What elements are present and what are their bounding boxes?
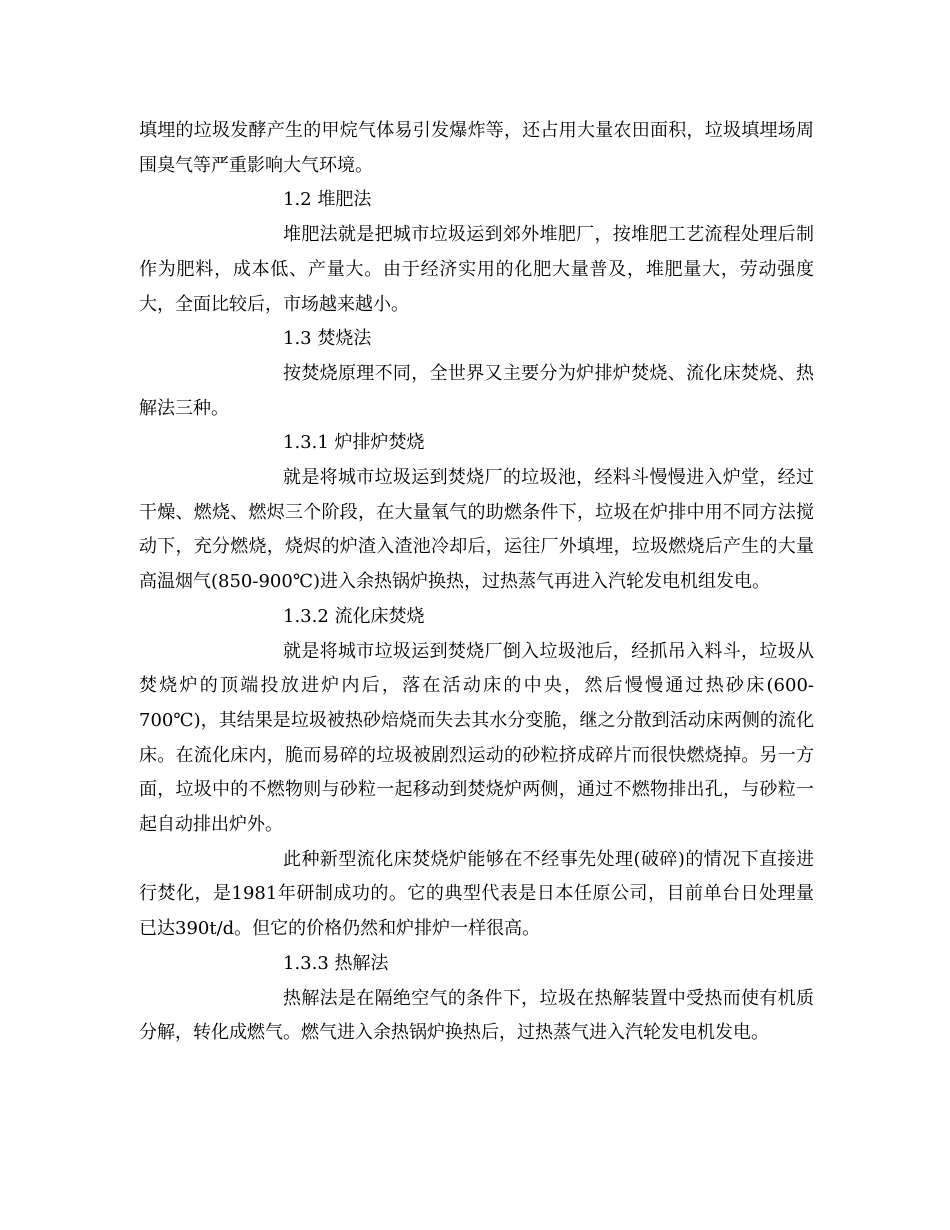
section-heading-1-3-3: 1.3.3 热解法: [283, 952, 389, 974]
paragraph-incineration-types: 按焚烧原理不同，全世界又主要分为炉排炉焚烧、流化床焚烧、热解法三种。: [139, 362, 814, 419]
paragraph-continuation: 填埋的垃圾发酵产生的甲烷气体易引发爆炸等，还占用大量农田面积，垃圾填埋场周围臭气等严重影响大气环境。: [139, 120, 814, 176]
paragraph-pyrolysis: 热解法是在隔绝空气的条件下，垃圾在热解装置中受热而使有机质分解，转化成燃气。燃气进入余热锅炉换热后，过热蒸气进入汽轮发电机发电。: [139, 987, 814, 1044]
paragraph-fluidized-bed-new: 此种新型流化床焚烧炉能够在不经事先处理(破碎)的情况下直接进行焚化，是1981年研制成功的。它的典型代表是日本任原公司，目前单台日处理量已达390t/d。但它的价格仍然和炉排炉一样很高。: [139, 848, 814, 940]
section-heading-1-3-2: 1.3.2 流化床焚烧: [283, 605, 425, 627]
paragraph-fluidized-bed: 就是将城市垃圾运到焚烧厂倒入垃圾池后，经抓吊入料斗，垃圾从焚烧炉的顶端投放进炉内后，落在活动床的中央，然后慢慢通过热砂床(600-700℃)，其结果是垃圾被热砂焙烧而失去其水分变脆，继之分散到活动床两侧的流化床。在流化床内，脆而易碎的垃圾被剧烈运动的砂粒挤成碎片而很快燃烧掉。另一方面，垃圾中的不燃物则与砂粒一起移动到焚烧炉两侧，通过不燃物排出孔，与砂粒一起自动排出炉外。: [139, 640, 814, 836]
paragraph-composting: 堆肥法就是把城市垃圾运到郊外堆肥厂，按堆肥工艺流程处理后制作为肥料，成本低、产量大。由于经济实用的化肥大量普及，堆肥量大，劳动强度大，全面比较后，市场越来越小。: [139, 224, 814, 315]
section-heading-1-2: 1.2 堆肥法: [283, 189, 372, 211]
document-page: [139, 114, 814, 1051]
section-heading-1-3: 1.3 焚烧法: [283, 328, 372, 350]
paragraph-grate-furnace: 就是将城市垃圾运到焚烧厂的垃圾池，经料斗慢慢进入炉堂，经过干燥、燃烧、燃烬三个阶段，在大量氧气的助燃条件下，垃圾在炉排中用不同方法搅动下，充分燃烧，烧烬的炉渣入渣池冷却后，运往厂外填埋，垃圾燃烧后产生的大量高温烟气(850-900℃)进入余热锅炉换热，过热蒸气再进入汽轮发电机组发电。: [139, 467, 814, 593]
section-heading-1-3-1: 1.3.1 炉排炉焚烧: [283, 432, 425, 454]
